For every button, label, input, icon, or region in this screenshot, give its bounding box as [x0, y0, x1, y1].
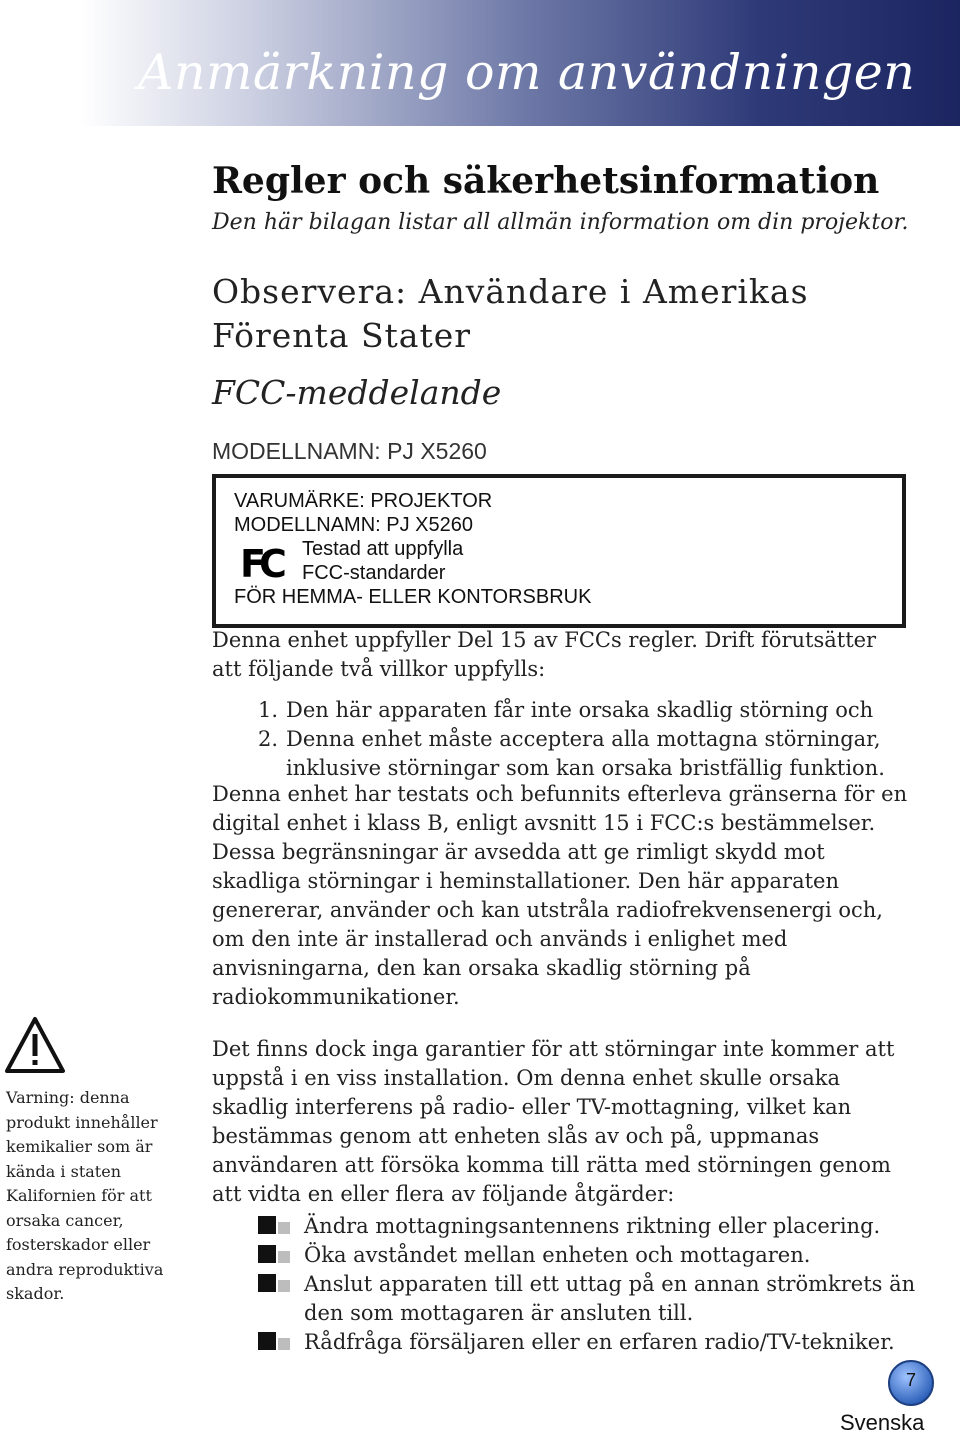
interference-paragraph: Det finns dock inga garantier för att störningar inte kommer att uppstå i en viss installation. Om denna enhet skulle orsaka skadlig interferens på radio- eller TV-mottagning, vilket kan bestämmas genom att enheten slås av och på, uppmanas användaren att försöka komma till rätta med störningen genom att vidta en eller flera av följande åtgärder:: [212, 1037, 895, 1206]
fcc-tested-line1: Testad att uppfylla: [302, 538, 464, 560]
measure-text: Öka avståndet mellan enheten och mottagaren.: [304, 1243, 811, 1267]
square-bullet-icon: [258, 1245, 288, 1265]
fcc-logo-icon: FC: [240, 542, 280, 586]
measure-text: Anslut apparaten till ett uttag på en annan strömkrets än den som mottagaren är ansluten till.: [304, 1272, 916, 1325]
language-label: Svenska: [840, 1410, 925, 1435]
section-intro: Den här bilagan listar all allmän information om din projektor.: [212, 210, 909, 235]
page-title: Anmärkning om användningen: [138, 44, 916, 101]
condition-item: [258, 725, 938, 783]
fcc-model: MODELLNAMN: PJ X5260: [234, 514, 473, 536]
warning-triangle-icon: [4, 1016, 66, 1074]
square-bullet-icon: [258, 1216, 288, 1236]
fcc-brand: VARUMÄRKE: PROJEKTOR: [234, 490, 493, 512]
notice-title: Observera: Användare i Amerikas Förenta Stater: [212, 272, 809, 355]
list-item: [258, 1328, 938, 1357]
condition-number: 1.: [258, 698, 279, 722]
warning-note: Varning: denna produkt innehåller kemikalier som är kända i staten Kalifornien för att orsaka cancer, fosterskador eller andra reproduktiva skador.: [6, 1088, 164, 1303]
fcc-compliance-paragraph: Denna enhet uppfyller Del 15 av FCCs regler. Drift förutsätter att följande två villkor uppfylls:: [212, 628, 877, 681]
class-b-paragraph: Denna enhet har testats och befunnits efterleva gränserna för en digital enhet i klass B, enligt avsnitt 15 i FCC:s bestämmelser. Dessa begränsningar är avsedda att ge rimligt skydd mot skadliga störningar i heminstallationer. Den här apparaten genererar, använder och kan utstråla radiofrekvensenergi och, om den inte är installerad och används i enlighet med anvisningarna, den kan orsaka skadlig störning på radiokommunikationer.: [212, 782, 908, 1009]
section-title: Regler och säkerhetsinformation: [212, 160, 880, 202]
fcc-label-box: [212, 474, 906, 628]
square-bullet-icon: [258, 1274, 288, 1294]
square-bullet-icon: [258, 1332, 288, 1352]
model-name: MODELLNAMN: PJ X5260: [212, 438, 487, 464]
condition-continuation: inklusive störningar som kan orsaka bristfällig funktion.: [286, 756, 885, 780]
condition-number: 2.: [258, 727, 279, 751]
measure-text: Ändra mottagningsantennens riktning eller placering.: [304, 1214, 881, 1238]
list-item: [258, 1212, 938, 1241]
measure-text: Rådfråga försäljaren eller en erfaren radio/TV-tekniker.: [304, 1330, 895, 1354]
page-number: 7: [905, 1370, 916, 1390]
fcc-usage: FÖR HEMMA- ELLER KONTORSBRUK: [234, 586, 592, 608]
fcc-title: FCC-meddelande: [212, 373, 502, 412]
header-banner: [0, 0, 960, 126]
condition-text: Denna enhet måste acceptera alla mottagna störningar,: [286, 727, 881, 751]
fcc-tested-line2: FCC-standarder: [302, 562, 446, 584]
condition-item: [258, 696, 938, 725]
list-item: [258, 1241, 938, 1270]
list-item: [258, 1270, 938, 1328]
condition-text: Den här apparaten får inte orsaka skadlig störning och: [286, 698, 874, 722]
